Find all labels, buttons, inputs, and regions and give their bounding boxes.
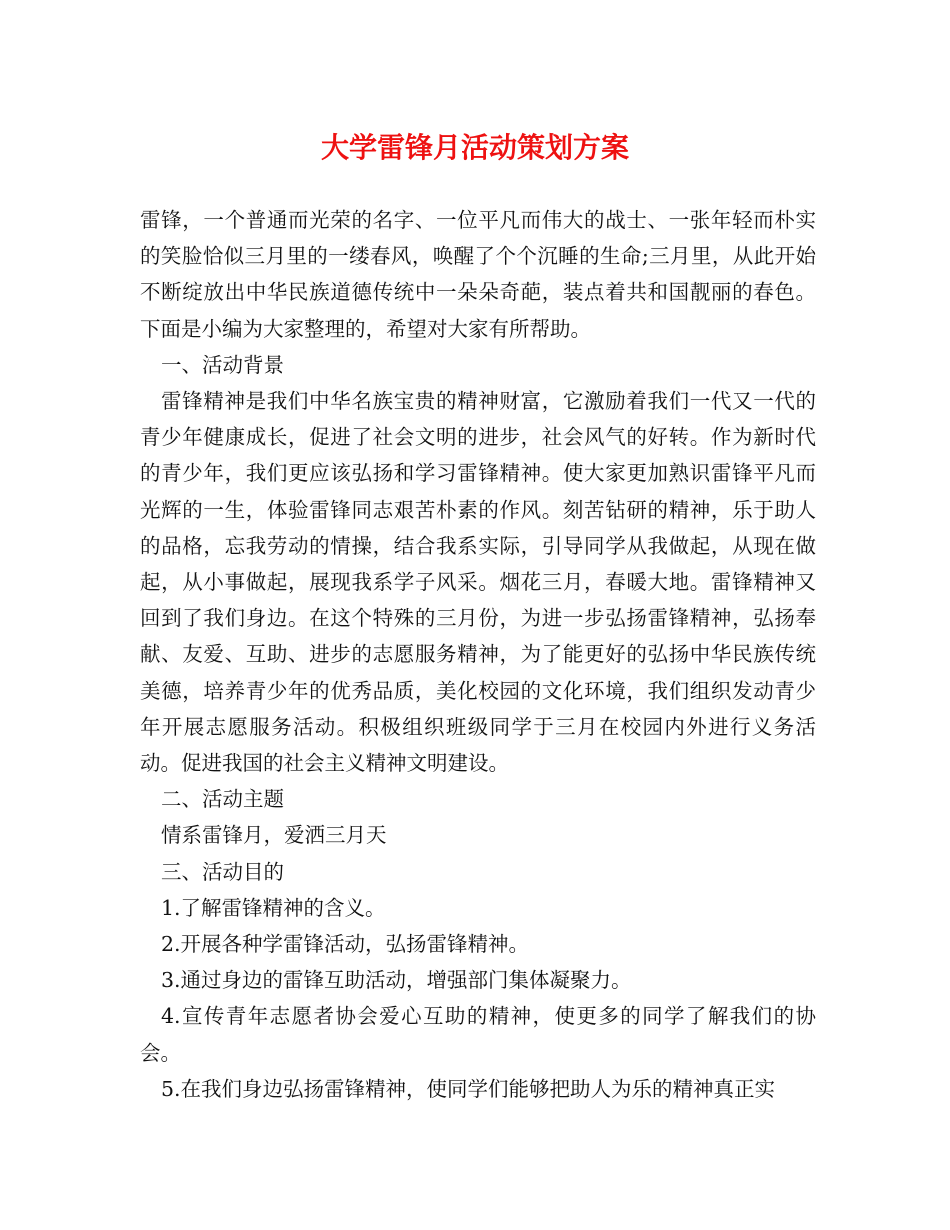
document-title: 大学雷锋月活动策划方案 — [320, 131, 629, 164]
purpose-item-4: 4.宣传青年志愿者协会爱心互助的精神，使更多的同学了解我们的协会。 — [140, 1004, 816, 1065]
purpose-item-3: 3.通过身边的雷锋互助活动，增强部门集体凝聚力。 — [161, 968, 632, 993]
theme-paragraph: 情系雷锋月，爱洒三月天 — [161, 823, 387, 848]
purpose-item-5: 5.在我们身边弘扬雷锋精神，使同学们能够把助人为乐的精神真正实 — [161, 1076, 776, 1101]
purpose-item-1: 1.了解雷锋精神的含义。 — [161, 895, 386, 920]
section-heading-purpose: 三、活动目的 — [161, 859, 284, 884]
intro-paragraph: 雷锋，一个普通而光荣的名字、一位平凡而伟大的战士、一张年轻而朴实的笑脸恰似三月里的一缕春风，唤醒了个个沉睡的生命;三月里，从此开始不断绽放出中华民族道德传统中一朵朵奇葩，装点着共和国靓丽的春色。下面是小编为大家整理的，希望对大家有所帮助。 — [140, 208, 816, 341]
document-body — [140, 202, 816, 1107]
section-heading-theme: 二、活动主题 — [161, 787, 284, 812]
section-heading-background: 一、活动背景 — [161, 352, 284, 377]
background-paragraph: 雷锋精神是我们中华名族宝贵的精神财富，它激励着我们一代又一代的青少年健康成长，促进了社会文明的进步，社会风气的好转。作为新时代的青少年，我们更应该弘扬和学习雷锋精神。使大家更加熟识雷锋平凡而光辉的一生，体验雷锋同志艰苦朴素的作风。刻苦钻研的精神，乐于助人的品格，忘我劳动的情操，结合我系实际，引导同学从我做起，从现在做起，从小事做起，展现我系学子风采。烟花三月，春暖大地。雷锋精神又回到了我们身边。在这个特殊的三月份，为进一步弘扬雷锋精神，弘扬奉献、友爱、互助、进步的志愿服务精神，为了能更好的弘扬中华民族传统美德，培养青少年的优秀品质，美化校园的文化环境，我们组织发动青少年开展志愿服务活动。积极组织班级同学于三月在校园内外进行义务活动。促进我国的社会主义精神文明建设。 — [140, 389, 816, 776]
purpose-item-2: 2.开展各种学雷锋活动，弘扬雷锋精神。 — [161, 932, 530, 957]
